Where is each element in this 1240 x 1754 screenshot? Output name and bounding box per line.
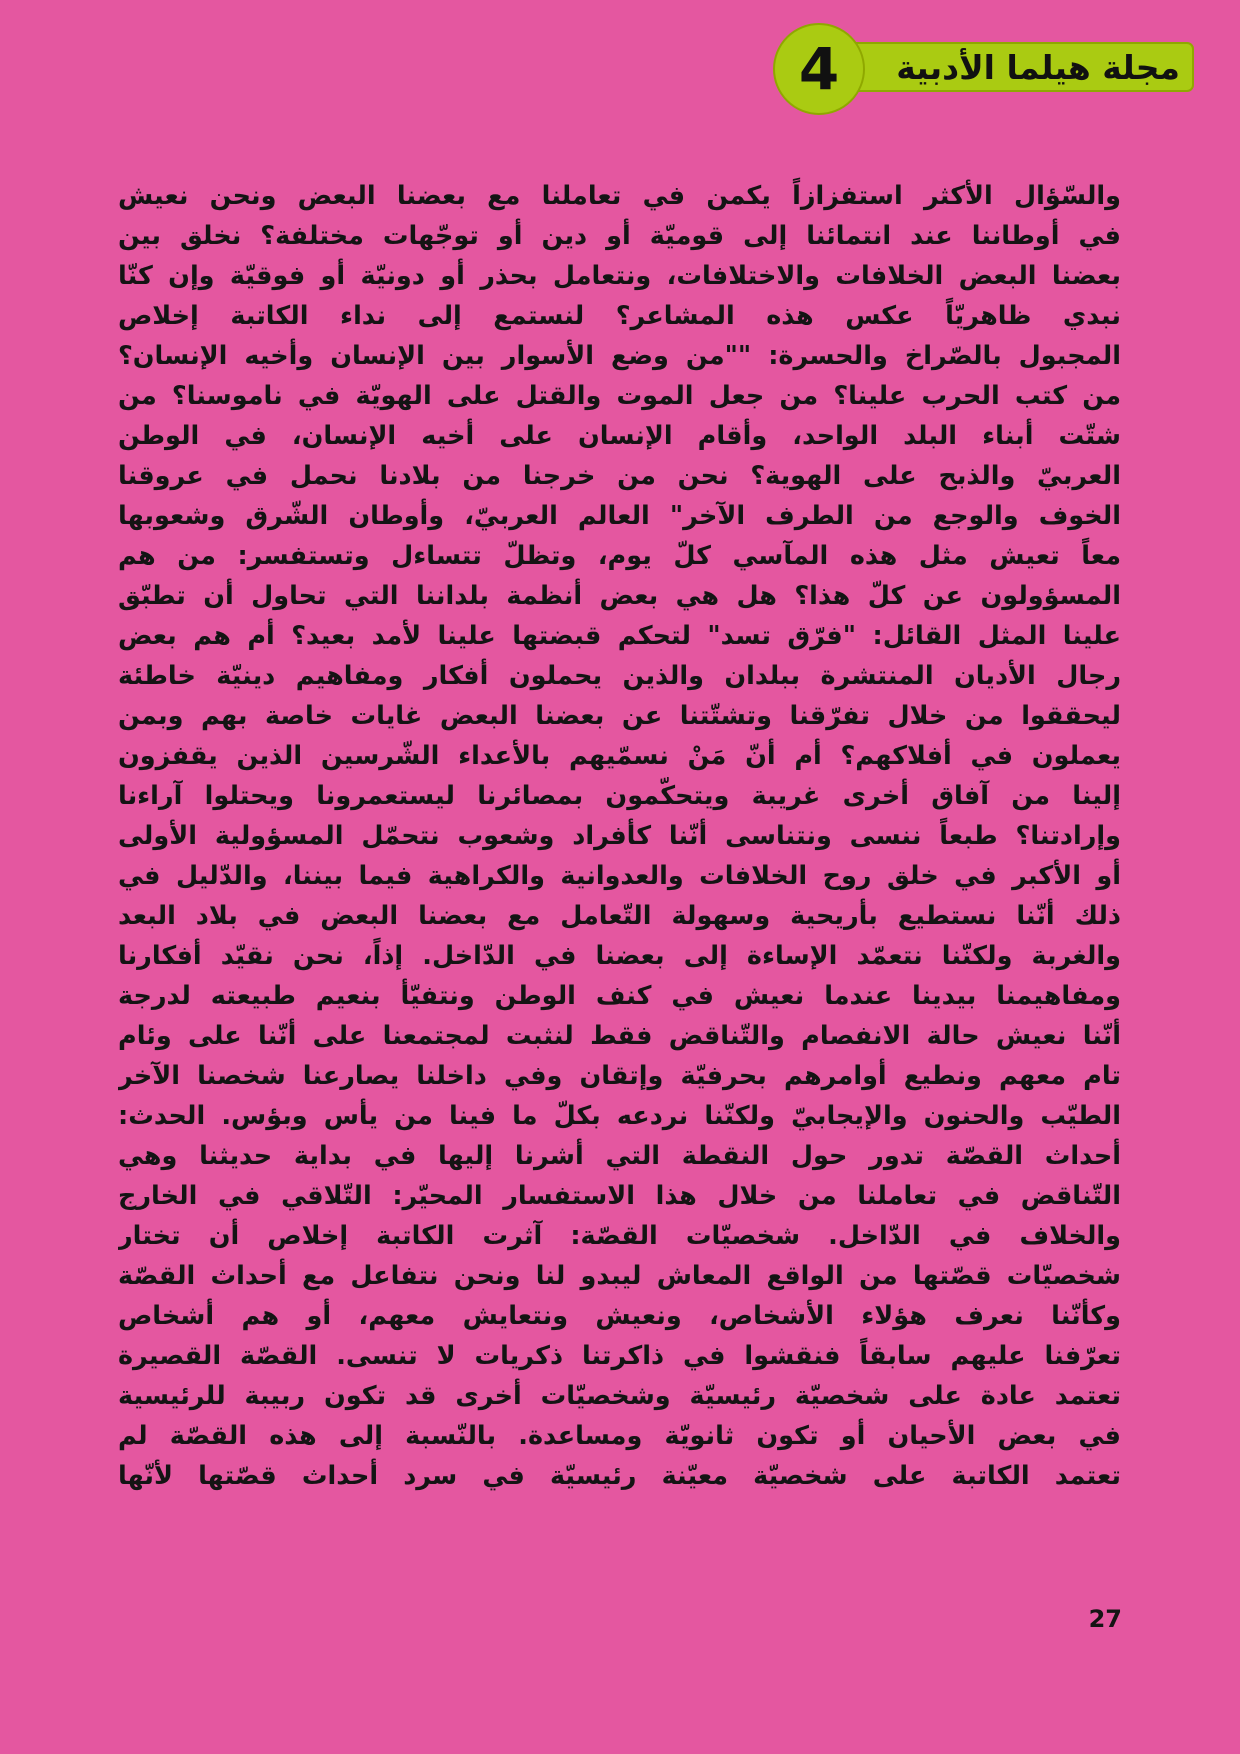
article-line: تعتمد الكاتبة على شخصيّة معيّنة رئيسيّة في سرد أحداث قصّتها لأنّها: [118, 1461, 1121, 1491]
article-line: أو الأكبر في خلق روح الخلافات والعدوانية والكراهية فيما بيننا، والدّليل في: [118, 861, 1121, 891]
article-body: [118, 176, 1121, 1496]
article-line: ومفاهيمنا بيدينا عندما نعيش في كنف الوطن ونتفيّأ بنعيم طبيعته لدرجة: [118, 981, 1121, 1011]
article-line: في أوطاننا عند انتمائنا إلى قوميّة أو دين أو توجّهات مختلفة؟ نخلق بين: [118, 221, 1121, 251]
article-line: تعرّفنا عليهم سابقاً فنقشوا في ذاكرتنا ذكريات لا تنسى. القصّة القصيرة: [118, 1341, 1121, 1371]
article-line: يعملون في أفلاكهم؟ أم أنّ مَنْ نسمّيهم بالأعداء الشّرسين الذين يقفزون: [118, 741, 1121, 771]
article-line: وكأنّنا نعرف هؤلاء الأشخاص، ونعيش ونتعايش معهم، أو هم أشخاص: [118, 1301, 1121, 1331]
article-line: شخصيّات قصّتها من الواقع المعاش ليبدو لنا ونحن نتفاعل مع أحداث القصّة: [118, 1261, 1121, 1291]
article-line: ذلك أنّنا نستطيع بأريحية وسهولة التّعامل مع بعضنا البعض في بلاد البعد: [118, 901, 1121, 931]
article-line: الخوف والوجع من الطرف الآخر" العالم العربيّ، وأوطان الشّرق وشعوبها: [118, 501, 1121, 531]
article-line: تام معهم ونطيع أوامرهم بحرفيّة وإتقان وفي داخلنا يصارعنا شخصنا الآخر: [118, 1061, 1121, 1091]
article-line: علينا المثل القائل: "فرّق تسد" لتحكم قبضتها علينا لأمد بعيد؟ أم هم بعض: [118, 621, 1121, 651]
article-line: المجبول بالصّراخ والحسرة: ""من وضع الأسوار بين الإنسان وأخيه الإنسان؟: [118, 341, 1121, 371]
page-number: 27: [1088, 1605, 1122, 1633]
article-line: والغربة ولكنّنا نتعمّد الإساءة إلى بعضنا في الدّاخل. إذاً، نحن نقيّد أفكارنا: [118, 941, 1121, 971]
issue-number: 4: [798, 35, 840, 103]
article-line: التّناقض في تعاملنا من خلال هذا الاستفسار المحيّر: التّلاقي في الخارج: [118, 1181, 1121, 1211]
article-line: شتّت أبناء البلد الواحد، وأقام الإنسان على أخيه الإنسان، في الوطن: [118, 421, 1121, 451]
issue-number-badge: [773, 23, 865, 115]
article-line: نبدي ظاهريّاً عكس هذه المشاعر؟ لنستمع إلى نداء الكاتبة إخلاص: [118, 301, 1121, 331]
article-line: من كتب الحرب علينا؟ من جعل الموت والقتل على الهويّة في ناموسنا؟ من: [118, 381, 1121, 411]
article-line: والخلاف في الدّاخل. شخصيّات القصّة: آثرت الكاتبة إخلاص أن تختار: [118, 1221, 1121, 1251]
article-line: رجال الأديان المنتشرة ببلدان والذين يحملون أفكار ومفاهيم دينيّة خاطئة: [118, 661, 1121, 691]
article-line: والسّؤال الأكثر استفزازاً يكمن في تعاملنا مع بعضنا البعض ونحن نعيش: [118, 181, 1121, 211]
article-line: أنّنا نعيش حالة الانفصام والتّناقض فقط لنثبت لمجتمعنا على أنّنا على وئام: [118, 1021, 1121, 1051]
article-line: معاً تعيش مثل هذه المآسي كلّ يوم، وتظلّ تتساءل وتستفسر: من هم: [118, 541, 1121, 571]
article-line: وإرادتنا؟ طبعاً ننسى ونتناسى أنّنا كأفراد وشعوب نتحمّل المسؤولية الأولى: [118, 821, 1121, 851]
article-line: أحداث القصّة تدور حول النقطة التي أشرنا إليها في بداية حديثنا وهي: [118, 1141, 1121, 1171]
article-line: إلينا من آفاق أخرى غريبة ويتحكّمون بمصائرنا ليستعمرونا ويحتلوا آراءنا: [118, 781, 1121, 811]
article-line: ليحققوا من خلال تفرّقنا وتشتّتنا عن بعضنا البعض غايات خاصة بهم وبمن: [118, 701, 1121, 731]
magazine-header-banner: [846, 42, 1194, 92]
article-line: الطيّب والحنون والإيجابيّ ولكنّنا نردعه بكلّ ما فينا من يأس وبؤس. الحدث:: [118, 1101, 1121, 1131]
article-line: بعضنا البعض الخلافات والاختلافات، ونتعامل بحذر أو دونيّة أو فوقيّة وإن كنّا: [118, 261, 1121, 291]
article-line: المسؤولون عن كلّ هذا؟ هل هي بعض أنظمة بلداننا التي تحاول أن تطبّق: [118, 581, 1121, 611]
article-line: تعتمد عادة على شخصيّة رئيسيّة وشخصيّات أخرى قد تكون ربيبة للرئيسية: [118, 1381, 1121, 1411]
magazine-title: مجلة هيلما الأدبية: [896, 47, 1180, 87]
article-line: العربيّ والذبح على الهوية؟ نحن من خرجنا من بلادنا نحمل في عروقنا: [118, 461, 1121, 491]
article-line: في بعض الأحيان أو تكون ثانويّة ومساعدة. بالنّسبة إلى هذه القصّة لم: [118, 1421, 1121, 1451]
